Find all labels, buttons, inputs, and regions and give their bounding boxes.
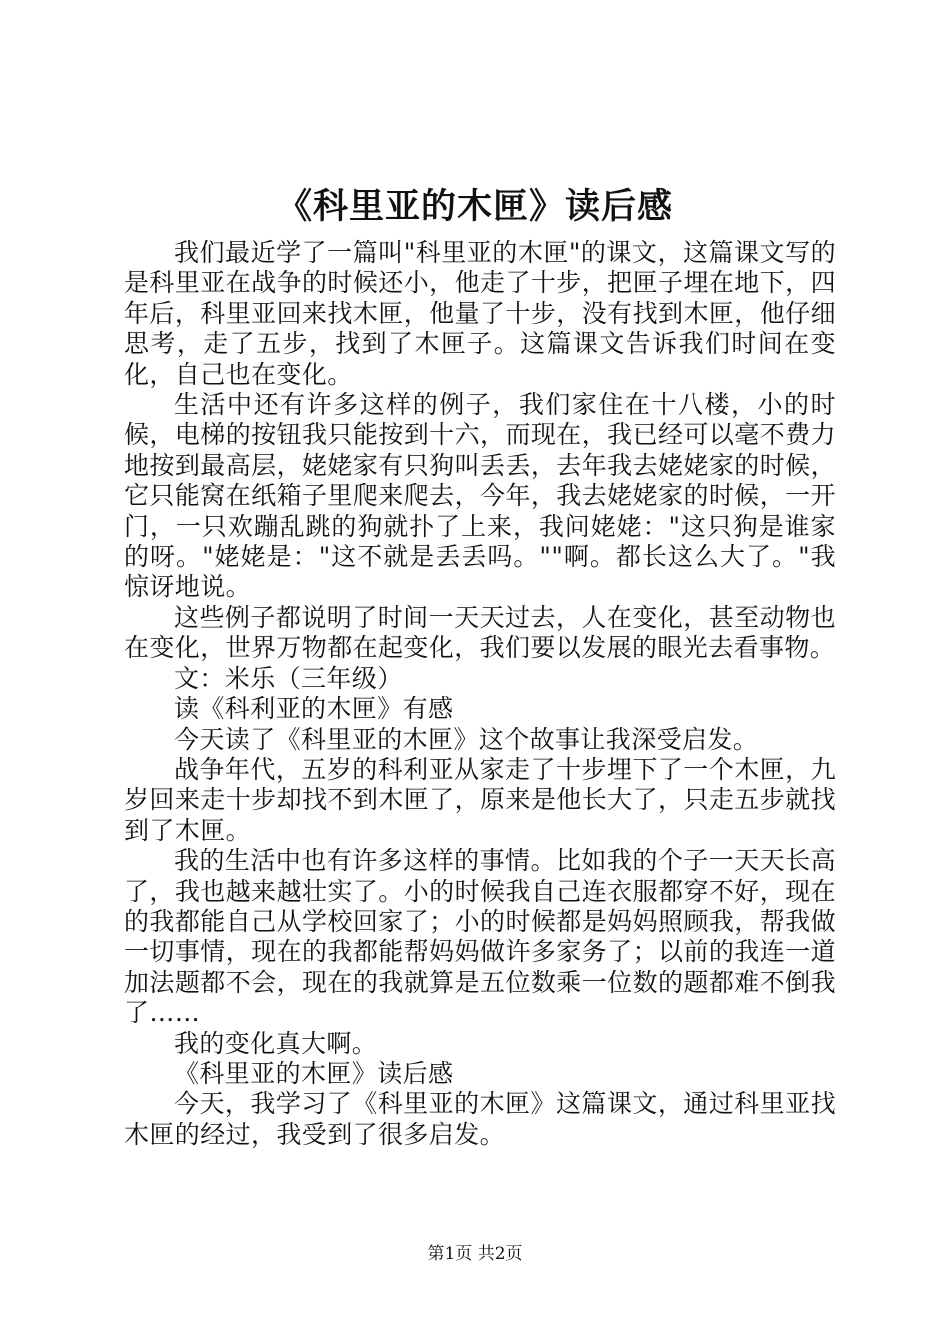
author-line: 文：米乐（三年级） bbox=[174, 663, 403, 693]
document-body bbox=[124, 238, 836, 1150]
paragraph: 我们最近学了一篇叫"科里亚的木匣"的课文，这篇课文写的是科里亚在战争的时候还小，他走了十步，把匣子埋在地下，四年后，科里亚回来找木匣，他量了十步，没有找到木匣，他仔细思考，走了五步，找到了木匣子。这篇课文告诉我们时间在变化，自己也在变化。 bbox=[124, 238, 836, 389]
page-number-footer: 第1页 共2页 bbox=[427, 1244, 523, 1264]
paragraph: 我的变化真大啊。 bbox=[174, 1028, 378, 1058]
section-heading: 读《科利亚的木匣》有感 bbox=[174, 694, 454, 724]
paragraph: 战争年代，五岁的科利亚从家走了十步埋下了一个木匣，九岁回来走十步却找不到木匣了，原来是他长大了，只走五步就找到了木匣。 bbox=[124, 754, 836, 845]
paragraph: 这些例子都说明了时间一天天过去，人在变化，甚至动物也在变化，世界万物都在起变化，我们要以发展的眼光去看事物。 bbox=[124, 602, 836, 663]
paragraph: 我的生活中也有许多这样的事情。比如我的个子一天天长高了，我也越来越壮实了。小的时候我自己连衣服都穿不好，现在的我都能自己从学校回家了；小的时候都是妈妈照顾我，帮我做一切事情，现在的我都能帮妈妈做许多家务了；以前的我连一道加法题都不会，现在的我就算是五位数乘一位数的题都难不倒我了…… bbox=[124, 846, 836, 1028]
paragraph: 生活中还有许多这样的例子，我们家住在十八楼，小的时候，电梯的按钮我只能按到十六，而现在，我已经可以毫不费力地按到最高层，姥姥家有只狗叫丢丢，去年我去姥姥家的时候，它只能窝在纸箱子里爬来爬去，今年，我去姥姥家的时候，一开门，一只欢蹦乱跳的狗就扑了上来，我问姥姥："这只狗是谁家的呀。"姥姥是："这不就是丢丢吗。""啊。都长这么大了。"我惊讶地说。 bbox=[124, 390, 836, 602]
paragraph: 今天读了《科里亚的木匣》这个故事让我深受启发。 bbox=[174, 724, 759, 754]
document-title: 《科里亚的木匣》读后感 bbox=[276, 186, 673, 227]
paragraph: 今天，我学习了《科里亚的木匣》这篇课文，通过科里亚找木匣的经过，我受到了很多启发。 bbox=[124, 1089, 836, 1149]
section-heading: 《科里亚的木匣》读后感 bbox=[174, 1058, 454, 1088]
